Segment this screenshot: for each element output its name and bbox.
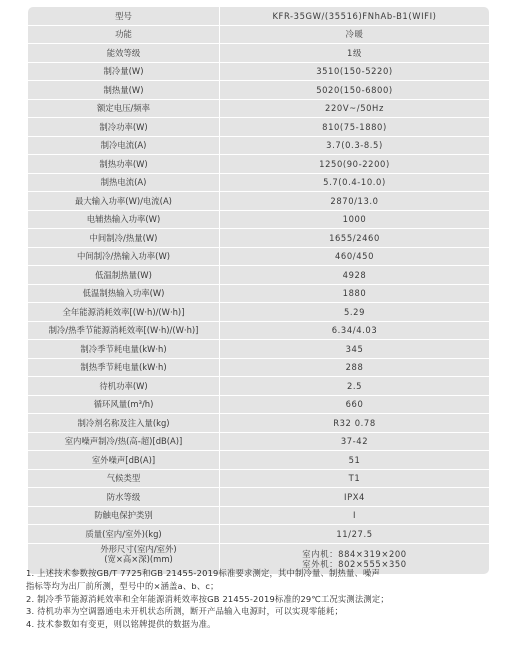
spec-label: 气候类型 [28, 470, 220, 488]
note-line: 4. 技术参数如有变更，则以铭牌提供的数据为准。 [26, 619, 216, 630]
spec-label: 制热量(W) [28, 81, 220, 99]
spec-row [28, 266, 489, 285]
note-line: 3. 待机功率为空调器通电未开机状态所测，断开产品输入电源时，可以实现零能耗； [26, 606, 344, 617]
spec-row [28, 414, 489, 433]
spec-value: 2870/13.0 [330, 195, 379, 206]
spec-value: 4928 [342, 269, 367, 280]
spec-label: 制冷/热季节能源消耗效率[(W·h)/(W·h)] [28, 322, 220, 340]
spec-label: 制冷电流(A) [28, 137, 220, 155]
spec-value: 1级 [347, 47, 362, 58]
spec-value: 11/27.5 [336, 528, 373, 539]
spec-label: 待机功率(W) [28, 377, 220, 395]
spec-row [28, 211, 489, 230]
spec-row [28, 155, 489, 174]
spec-value: 660 [345, 399, 364, 410]
spec-row [28, 192, 489, 211]
note-line: 指标等均为出厂前所测，型号中的×涵盖a、b、c； [26, 580, 219, 591]
spec-value: 2.5 [346, 380, 363, 391]
spec-value: 345 [345, 343, 364, 354]
spec-value: T1 [348, 473, 361, 484]
note-line: 1. 上述技术参数按GB/T 7725和GB 21455-2019标准要求测定，其中制冷量、制热量、噪声 [26, 568, 380, 578]
dimension-label-line: 外形尺寸(室内/室外) [100, 543, 177, 554]
spec-value: 3.7(0.3-8.5) [326, 140, 383, 151]
spec-value: 5.29 [343, 306, 366, 317]
spec-row [28, 396, 489, 415]
spec-row [28, 81, 489, 100]
spec-value: 1250(90-2200) [319, 158, 390, 169]
spec-row [28, 174, 489, 193]
spec-label: 额定电压/频率 [28, 100, 220, 118]
spec-row [28, 26, 489, 45]
spec-value: 288 [345, 362, 364, 373]
spec-label: 制热季节耗电量(kW·h) [28, 359, 220, 377]
spec-value: R32 0.78 [333, 417, 376, 428]
spec-value: 6.34/4.03 [331, 325, 378, 336]
spec-value: 220V~/50Hz [325, 103, 384, 114]
spec-label: 制冷量(W) [28, 63, 220, 81]
spec-row [28, 525, 489, 544]
spec-label: 低温制热输入功率(W) [28, 285, 220, 303]
spec-row [28, 488, 489, 507]
spec-row [28, 100, 489, 119]
spec-label: 质量(室内/室外)(kg) [28, 525, 220, 543]
spec-label: 防水等级 [28, 488, 220, 506]
spec-row [28, 377, 489, 396]
spec-row [28, 118, 489, 137]
spec-label: 能效等级 [28, 44, 220, 62]
spec-label: 制热电流(A) [28, 174, 220, 192]
spec-value: 460/450 [335, 251, 374, 262]
spec-table [28, 7, 489, 574]
spec-label: 功能 [28, 26, 220, 44]
spec-value: 1655/2460 [329, 232, 380, 243]
spec-value: KFR-35GW/(35516)FNhAb-B1(WIFI) [272, 10, 437, 21]
dimension-label-line: (宽×高×深)(mm) [104, 553, 173, 564]
spec-value: 810(75-1880) [322, 121, 387, 132]
spec-value: 3510(150-5220) [316, 66, 393, 77]
spec-label: 中间制冷/热量(W) [28, 229, 220, 247]
spec-label: 循环风量(m³/h) [28, 396, 220, 414]
spec-row [28, 470, 489, 489]
spec-label: 最大输入功率(W)/电流(A) [28, 192, 220, 210]
spec-label: 制冷功率(W) [28, 118, 220, 136]
spec-row [28, 229, 489, 248]
spec-label: 室内噪声制冷/热(高-超)[dB(A)] [28, 433, 220, 451]
dimension-value-line: 室外机：802×555×350 [302, 558, 407, 569]
dimension-value-line: 室内机：884×319×200 [302, 548, 407, 559]
spec-label: 制冷剂名称及注入量(kg) [28, 414, 220, 432]
spec-row [28, 248, 489, 267]
spec-row [28, 63, 489, 82]
spec-row [28, 44, 489, 63]
spec-label: 全年能源消耗效率[(W·h)/(W·h)] [28, 303, 220, 321]
spec-row [28, 433, 489, 452]
notes [26, 567, 496, 631]
spec-label: 制热功率(W) [28, 155, 220, 173]
spec-value: 5020(150-6800) [316, 84, 393, 95]
spec-row [28, 451, 489, 470]
spec-label: 低温制热量(W) [28, 266, 220, 284]
spec-row [28, 507, 489, 526]
spec-row [28, 285, 489, 304]
spec-value: 5.7(0.4-10.0) [323, 177, 386, 188]
spec-value: 冷暖 [345, 29, 364, 40]
spec-value: 1880 [342, 288, 367, 299]
spec-value: IPX4 [344, 491, 365, 502]
spec-row [28, 137, 489, 156]
spec-row [28, 359, 489, 378]
note-line: 2. 制冷季节能源消耗效率和全年能源消耗效率按GB 21455-2019标准的29℃工况实测法测定； [26, 593, 389, 604]
spec-row [28, 340, 489, 359]
spec-value: I [352, 510, 357, 521]
spec-label: 室外噪声[dB(A)] [28, 451, 220, 469]
spec-row [28, 322, 489, 341]
spec-label: 电辅热输入功率(W) [28, 211, 220, 229]
spec-label: 制冷季节耗电量(kW·h) [28, 340, 220, 358]
spec-label: 型号 [28, 7, 220, 25]
spec-label: 中间制冷/热输入功率(W) [28, 248, 220, 266]
spec-value: 37-42 [340, 436, 369, 447]
spec-value: 1000 [342, 214, 367, 225]
spec-label: 防触电保护类别 [28, 507, 220, 525]
spec-value: 51 [348, 454, 361, 465]
spec-row [28, 7, 489, 26]
spec-row [28, 303, 489, 322]
